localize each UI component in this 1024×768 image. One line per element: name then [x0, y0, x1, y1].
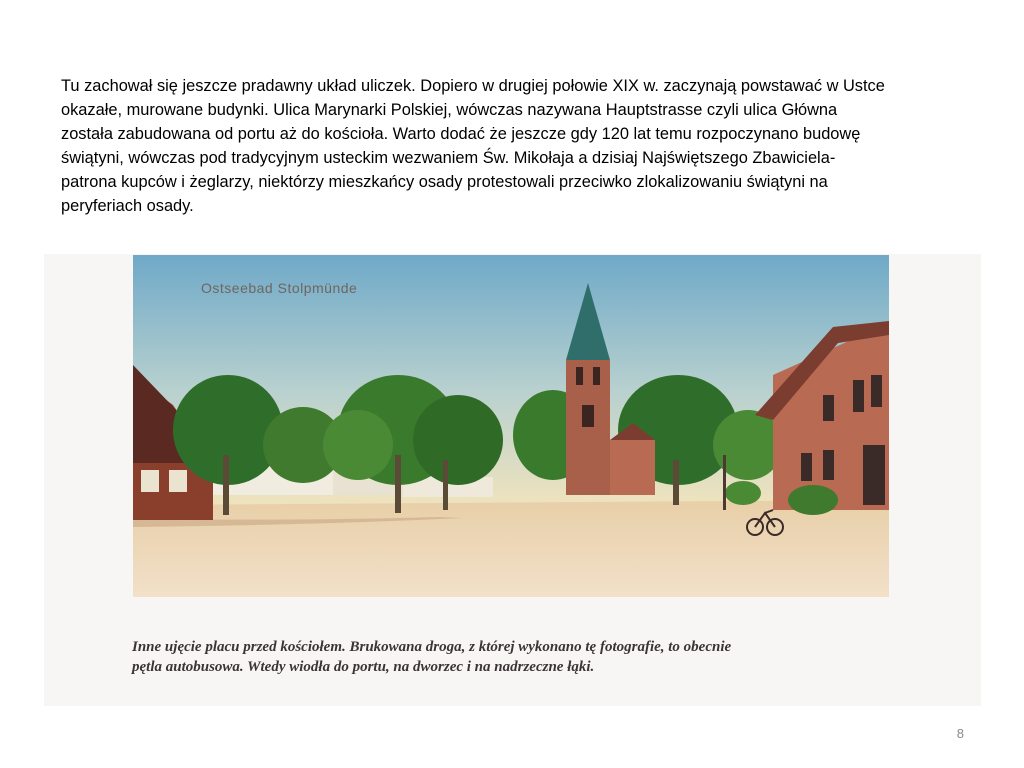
caption-line: Inne ujęcie placu przed kościołem. Brukowana droga, z której wykonano tę fotografie, to obecnie [132, 639, 732, 655]
body-line: peryferiach osady. [61, 197, 194, 215]
body-line: okazałe, murowane budynki. Ulica Marynarki Polskiej, wówczas nazywana Hauptstrasse czyli ulica Główna [61, 101, 838, 119]
bush [788, 485, 838, 515]
body-line: Tu zachował się jeszcze pradawny układ uliczek. Dopiero w drugiej połowie XIX w. zaczynają powstawać w Ustce [61, 77, 885, 95]
cobbled-road [133, 500, 889, 597]
postcard-image [133, 255, 889, 597]
body-line: została zabudowana od portu aż do kościoła. Warto dodać że jeszcze gdy 120 lat temu rozpoczynano budowę [61, 125, 861, 143]
caption-line: pętla autobusowa. Wtedy wiodła do portu, na dworzec i na nadrzeczne łąki. [132, 659, 595, 675]
slide-body-text [61, 74, 971, 218]
postcard-title: Ostseebad Stolpmünde [201, 280, 358, 296]
photo-caption [132, 637, 912, 677]
body-line: świątyni, wówczas pod tradycyjnym usteckim wezwaniem Św. Mikołaja a dzisiaj Najświętszego Zbawiciela- [61, 149, 836, 167]
bush [725, 481, 761, 505]
church-tower [566, 360, 610, 495]
page-number: 8 [956, 726, 964, 741]
lamp-post [723, 455, 726, 510]
church-nave [610, 440, 655, 495]
body-line: patrona kupców i żeglarzy, niektórzy mieszkańcy osady protestowali przeciwko zlokalizowaniu świątyni na [61, 173, 828, 191]
